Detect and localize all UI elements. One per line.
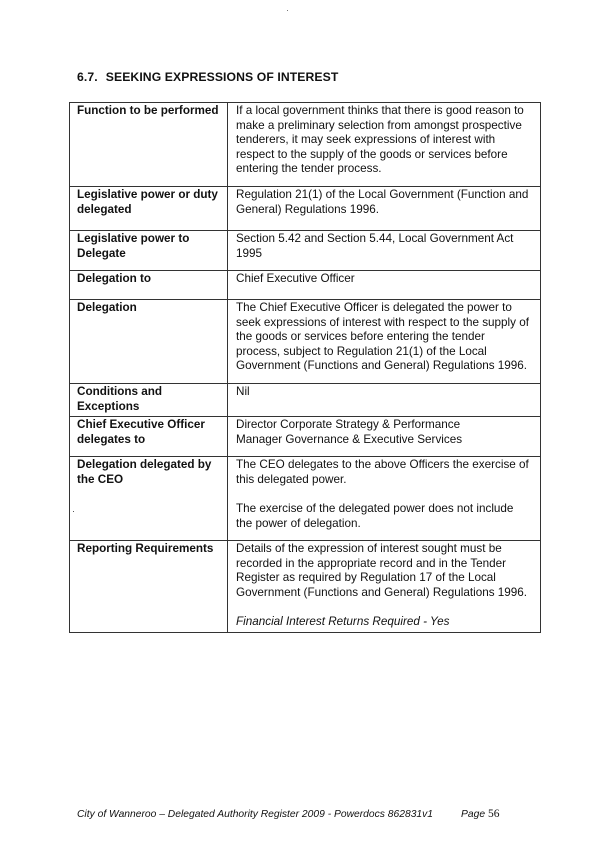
row-label: Chief Executive Officer delegates to: [70, 417, 228, 457]
row-text: The exercise of the delegated power does not include the power of delegation.: [236, 501, 514, 530]
footer-page-label: Page: [461, 809, 486, 820]
section-title: SEEKING EXPRESSIONS OF INTEREST: [105, 70, 339, 84]
table-row: [70, 384, 541, 417]
row-text: Director Corporate Strategy & Performance: [236, 418, 461, 432]
section-heading: [77, 70, 338, 84]
page-footer: [77, 808, 499, 820]
row-value: [228, 103, 541, 187]
scan-speck: [73, 511, 74, 512]
row-value: [228, 457, 541, 541]
row-value: [228, 231, 541, 271]
row-text: Nil: [236, 385, 250, 398]
row-text: Chief Executive Officer: [236, 272, 355, 285]
row-label: Conditions and Exceptions: [70, 384, 228, 417]
footer-page-number: 56: [487, 808, 500, 820]
table-row: [70, 300, 541, 384]
row-value: [228, 384, 541, 417]
row-text: The Chief Executive Officer is delegated the power to seek expressions of interest with respect to the supply of the goods or services before entering the tender process, subject to Regulation 21(1) of the Local Government (Functions and General) Regulations 1996.: [236, 301, 529, 373]
section-number: 6.7.: [77, 70, 98, 84]
row-label: Legislative power or duty delegated: [70, 187, 228, 231]
table-row: [70, 417, 541, 457]
row-text: Regulation 21(1) of the Local Government (Function and General) Regulations 1996.: [236, 188, 529, 216]
row-value: [228, 271, 541, 300]
row-label: Delegation to: [70, 271, 228, 300]
delegation-table: [69, 102, 541, 633]
row-value: [228, 541, 541, 633]
table-row: [70, 271, 541, 300]
row-label: Delegation: [70, 300, 228, 384]
row-value: [228, 417, 541, 457]
row-label: Legislative power to Delegate: [70, 231, 228, 271]
table-row: [70, 541, 541, 633]
row-value: [228, 187, 541, 231]
row-label: Delegation delegated by the CEO: [70, 457, 228, 541]
row-value: [228, 300, 541, 384]
row-text: Manager Governance & Executive Services: [236, 432, 463, 446]
row-text: Details of the expression of interest sought must be recorded in the appropriate record and in the Tender Register as required by Regulation 17 of the Local Government (Functions and General) Regulations 1996.: [236, 542, 528, 599]
row-text: If a local government thinks that there is good reason to make a preliminary selection from amongst prospective tenderers, it may seek expressions of interest with respect to the supply of the goods or services before entering the tender process.: [236, 104, 524, 176]
row-text: The CEO delegates to the above Officers the exercise of this delegated power.: [236, 458, 529, 486]
row-label: Reporting Requirements: [70, 541, 228, 633]
table-row: [70, 103, 541, 187]
footer-document-title: City of Wanneroo – Delegated Authority Register 2009 - Powerdocs 862831v1: [77, 809, 434, 820]
row-text: Section 5.42 and Section 5.44, Local Government Act 1995: [236, 232, 514, 260]
table-row: [70, 231, 541, 271]
table-row: [70, 187, 541, 231]
row-label: Function to be performed: [70, 103, 228, 187]
row-text: Financial Interest Returns Required - Yes: [236, 615, 450, 629]
scan-speck: [287, 10, 288, 11]
table-row: [70, 457, 541, 541]
